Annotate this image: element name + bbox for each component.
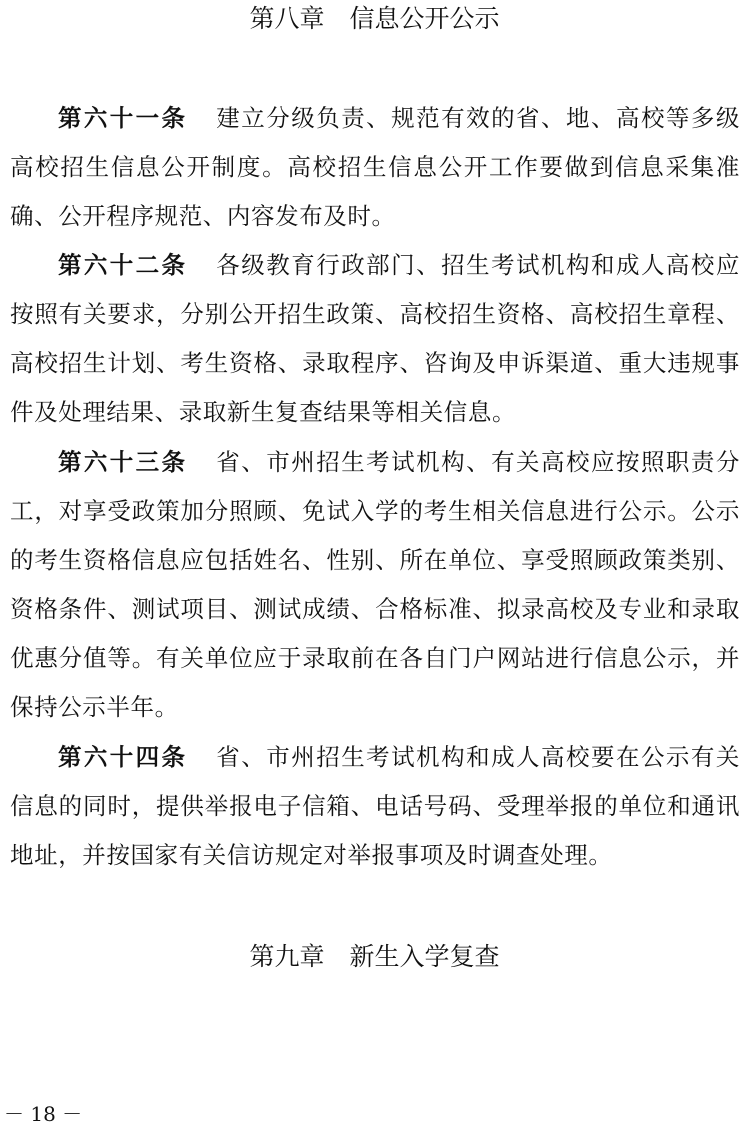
article-64 [10, 733, 740, 880]
chapter-8-title: 第八章 信息公开公示 [249, 4, 500, 33]
article-number: 第六十一条 [58, 104, 188, 132]
article-63 [10, 438, 740, 732]
article-text: 建立分级负责、规范有效的省、地、高校等多级高校招生信息公开制度。高校招生信息公开工作要做到信息采集准确、公开程序规范、内容发布及时。 [10, 104, 740, 230]
article-62 [10, 241, 740, 437]
article-text: 省、市州招生考试机构和成人高校要在公示有关信息的同时，提供举报电子信箱、电话号码、受理举报的单位和通讯地址，并按国家有关信访规定对举报事项及时调查处理。 [10, 743, 740, 869]
article-text: 省、市州招生考试机构、有关高校应按照职责分工，对享受政策加分照顾、免试入学的考生相关信息进行公示。公示的考生资格信息应包括姓名、性别、所在单位、享受照顾政策类别、资格条件、测试项目、测试成绩、合格标准、拟录高校及专业和录取优惠分值等。有关单位应于录取前在各自门户网站进行信息公示，并保持公示半年。 [10, 448, 740, 721]
page-number: － 18 － [4, 1102, 83, 1126]
article-number: 第六十四条 [58, 743, 188, 771]
article-number: 第六十三条 [58, 448, 188, 476]
article-text: 各级教育行政部门、招生考试机构和成人高校应按照有关要求，分别公开招生政策、高校招生资格、高校招生章程、高校招生计划、考生资格、录取程序、咨询及申诉渠道、重大违规事件及处理结果、录取新生复查结果等相关信息。 [10, 251, 740, 426]
chapter-9-title: 第九章 新生入学复查 [249, 942, 500, 971]
article-number: 第六十二条 [58, 251, 188, 279]
article-61 [10, 94, 740, 241]
